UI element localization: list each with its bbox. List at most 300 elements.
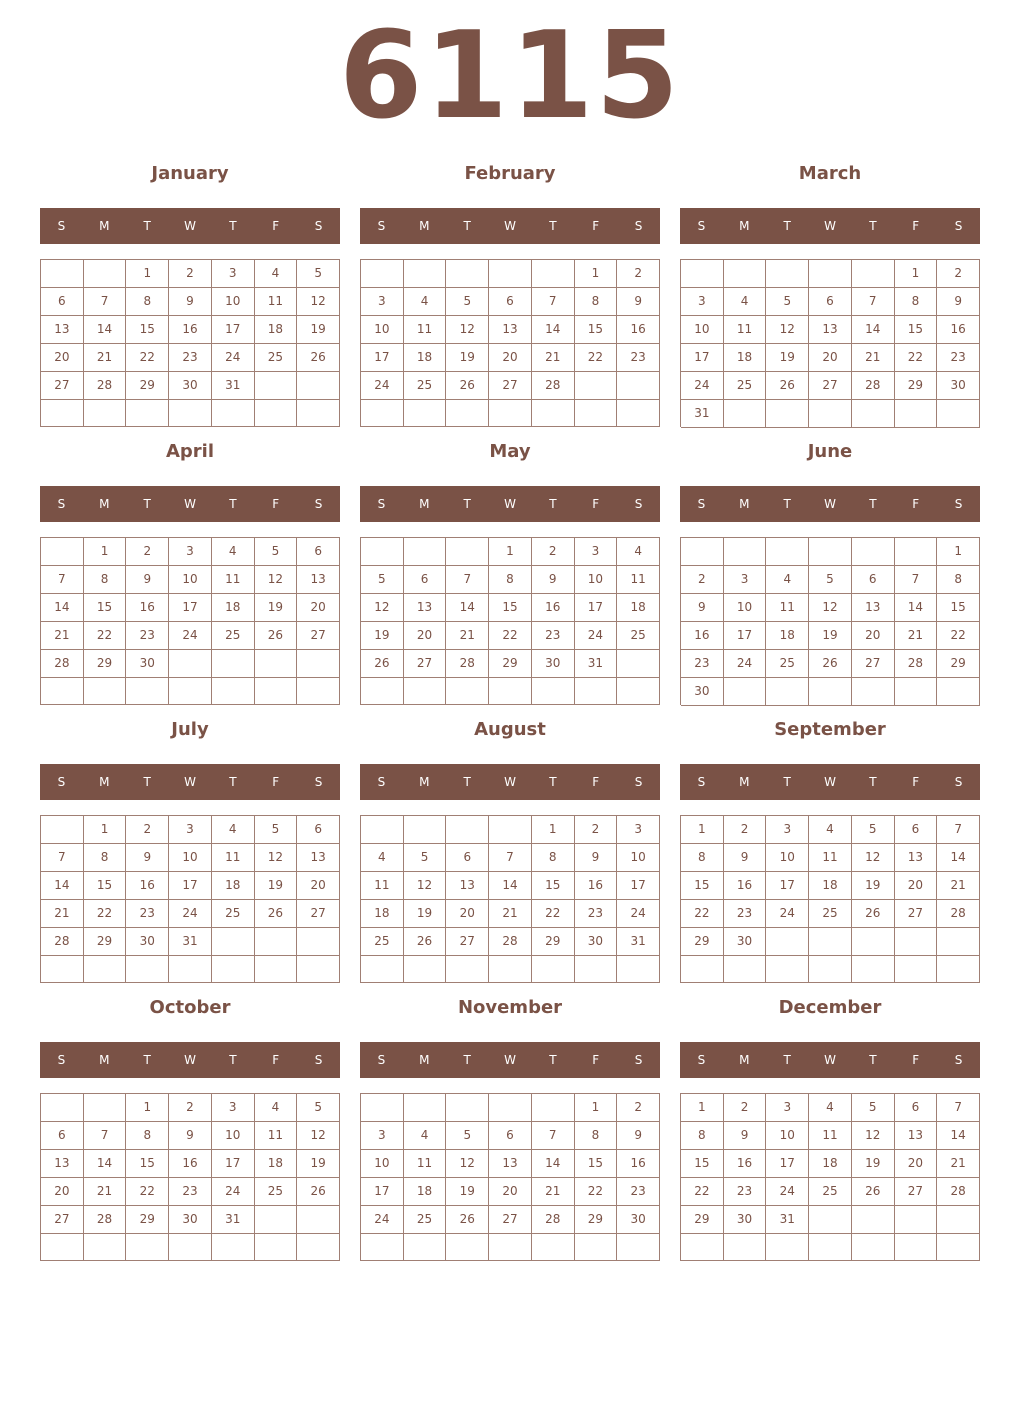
- day-cell: 16: [126, 872, 169, 900]
- empty-cell: [681, 538, 724, 566]
- month-title: May: [489, 441, 531, 462]
- day-cell: 8: [126, 1122, 169, 1150]
- weekday-label: S: [57, 775, 66, 789]
- empty-cell: [852, 400, 895, 428]
- weekday-header: [680, 486, 980, 522]
- month-november: [360, 992, 660, 1262]
- empty-cell: [937, 678, 980, 706]
- weekday-label: S: [697, 497, 706, 511]
- weekday-label: T: [143, 1053, 151, 1067]
- day-cell: 21: [446, 622, 489, 650]
- day-cell: 8: [532, 844, 575, 872]
- day-cell: 24: [766, 1178, 809, 1206]
- day-cell: 31: [766, 1206, 809, 1234]
- day-grid: [40, 815, 340, 983]
- month-july: [40, 714, 340, 984]
- weekday-label: T: [783, 497, 791, 511]
- empty-cell: [446, 260, 489, 288]
- day-cell: 4: [809, 816, 852, 844]
- day-cell: 15: [532, 872, 575, 900]
- month-december: [680, 992, 980, 1262]
- day-cell: 9: [617, 288, 660, 316]
- weekday-label: T: [869, 1053, 877, 1067]
- day-cell: 30: [724, 1206, 767, 1234]
- empty-cell: [895, 928, 938, 956]
- day-cell: 3: [724, 566, 767, 594]
- empty-cell: [617, 678, 660, 705]
- month-october: [40, 992, 340, 1262]
- empty-cell: [297, 650, 340, 678]
- day-cell: 23: [169, 1178, 212, 1206]
- day-cell: 22: [84, 900, 127, 928]
- day-cell: 20: [41, 344, 84, 372]
- day-cell: 7: [895, 566, 938, 594]
- weekday-header: [360, 764, 660, 800]
- empty-cell: [852, 538, 895, 566]
- day-cell: 18: [255, 316, 298, 344]
- empty-cell: [532, 956, 575, 983]
- day-cell: 3: [575, 538, 618, 566]
- month-title: September: [774, 719, 886, 740]
- weekday-label: F: [272, 775, 280, 789]
- day-cell: 30: [681, 678, 724, 706]
- day-cell: 22: [84, 622, 127, 650]
- day-cell: 26: [766, 372, 809, 400]
- weekday-label: W: [504, 1053, 516, 1067]
- day-cell: 17: [766, 872, 809, 900]
- day-cell: 23: [681, 650, 724, 678]
- day-cell: 24: [724, 650, 767, 678]
- day-cell: 10: [766, 1122, 809, 1150]
- empty-cell: [212, 956, 255, 983]
- empty-cell: [84, 1234, 127, 1261]
- weekday-label: T: [783, 1053, 791, 1067]
- day-cell: 27: [489, 1206, 532, 1234]
- day-cell: 24: [169, 900, 212, 928]
- day-cell: 10: [724, 594, 767, 622]
- day-cell: 31: [575, 650, 618, 678]
- day-cell: 3: [681, 288, 724, 316]
- day-cell: 28: [532, 1206, 575, 1234]
- day-cell: 19: [766, 344, 809, 372]
- month-february: [360, 158, 660, 428]
- day-cell: 29: [84, 650, 127, 678]
- day-cell: 14: [84, 316, 127, 344]
- empty-cell: [489, 260, 532, 288]
- day-cell: 10: [766, 844, 809, 872]
- day-cell: 1: [575, 1094, 618, 1122]
- day-cell: 28: [895, 650, 938, 678]
- empty-cell: [84, 956, 127, 983]
- day-cell: 13: [852, 594, 895, 622]
- month-june: [680, 436, 980, 706]
- day-cell: 10: [575, 566, 618, 594]
- day-cell: 3: [212, 1094, 255, 1122]
- day-cell: 17: [169, 872, 212, 900]
- day-cell: 28: [84, 1206, 127, 1234]
- empty-cell: [41, 678, 84, 705]
- day-cell: 1: [126, 1094, 169, 1122]
- month-title: April: [165, 441, 215, 462]
- day-grid: [680, 1093, 980, 1261]
- weekday-label: M: [739, 219, 750, 233]
- day-cell: 20: [446, 900, 489, 928]
- day-grid: [680, 537, 980, 705]
- weekday-label: T: [463, 497, 471, 511]
- day-cell: 21: [937, 1150, 980, 1178]
- day-cell: 28: [41, 928, 84, 956]
- day-cell: 8: [681, 1122, 724, 1150]
- day-cell: 17: [361, 1178, 404, 1206]
- day-cell: 6: [446, 844, 489, 872]
- day-cell: 29: [126, 372, 169, 400]
- weekday-label: S: [314, 1053, 323, 1067]
- empty-cell: [766, 678, 809, 706]
- day-cell: 18: [809, 872, 852, 900]
- weekday-label: M: [419, 775, 430, 789]
- day-cell: 5: [809, 566, 852, 594]
- empty-cell: [489, 816, 532, 844]
- weekday-label: S: [314, 219, 323, 233]
- empty-cell: [809, 956, 852, 983]
- day-cell: 12: [297, 1122, 340, 1150]
- weekday-header: [40, 764, 340, 800]
- day-cell: 11: [255, 288, 298, 316]
- day-cell: 15: [575, 316, 618, 344]
- empty-cell: [41, 400, 84, 427]
- day-cell: 19: [852, 872, 895, 900]
- day-cell: 18: [255, 1150, 298, 1178]
- day-cell: 22: [489, 622, 532, 650]
- empty-cell: [575, 1234, 618, 1261]
- day-grid: [360, 815, 660, 983]
- empty-cell: [404, 678, 447, 705]
- day-cell: 8: [489, 566, 532, 594]
- day-cell: 3: [361, 288, 404, 316]
- day-cell: 23: [169, 344, 212, 372]
- day-cell: 15: [575, 1150, 618, 1178]
- day-cell: 16: [575, 872, 618, 900]
- day-cell: 15: [937, 594, 980, 622]
- day-cell: 8: [937, 566, 980, 594]
- day-cell: 22: [575, 1178, 618, 1206]
- empty-cell: [41, 1094, 84, 1122]
- empty-cell: [766, 928, 809, 956]
- day-cell: 9: [724, 1122, 767, 1150]
- day-cell: 7: [84, 288, 127, 316]
- day-cell: 11: [617, 566, 660, 594]
- empty-cell: [361, 538, 404, 566]
- empty-cell: [169, 400, 212, 427]
- day-cell: 13: [297, 566, 340, 594]
- day-cell: 21: [532, 344, 575, 372]
- day-cell: 24: [361, 1206, 404, 1234]
- weekday-label: S: [57, 219, 66, 233]
- day-cell: 4: [809, 1094, 852, 1122]
- year-title: 6115: [339, 7, 681, 146]
- empty-cell: [361, 678, 404, 705]
- day-cell: 1: [84, 816, 127, 844]
- weekday-label: T: [229, 775, 237, 789]
- month-title: July: [171, 719, 209, 740]
- weekday-label: F: [912, 1053, 920, 1067]
- day-cell: 2: [169, 260, 212, 288]
- day-cell: 27: [297, 622, 340, 650]
- weekday-label: M: [739, 775, 750, 789]
- day-cell: 12: [852, 1122, 895, 1150]
- day-cell: 16: [169, 1150, 212, 1178]
- day-cell: 9: [937, 288, 980, 316]
- weekday-label: T: [229, 1053, 237, 1067]
- day-cell: 11: [212, 844, 255, 872]
- day-cell: 27: [809, 372, 852, 400]
- day-cell: 22: [681, 900, 724, 928]
- day-grid: [360, 537, 660, 705]
- day-cell: 11: [809, 1122, 852, 1150]
- weekday-label: F: [592, 219, 600, 233]
- day-grid: [680, 815, 980, 983]
- day-cell: 6: [489, 288, 532, 316]
- day-cell: 15: [126, 1150, 169, 1178]
- day-cell: 10: [169, 566, 212, 594]
- day-cell: 24: [766, 900, 809, 928]
- day-cell: 17: [361, 344, 404, 372]
- day-cell: 11: [404, 316, 447, 344]
- weekday-label: F: [912, 219, 920, 233]
- day-cell: 8: [575, 288, 618, 316]
- day-cell: 22: [895, 344, 938, 372]
- day-cell: 22: [681, 1178, 724, 1206]
- day-cell: 12: [852, 844, 895, 872]
- day-grid: [40, 537, 340, 705]
- empty-cell: [489, 1094, 532, 1122]
- empty-cell: [212, 678, 255, 705]
- month-title: February: [464, 163, 556, 184]
- month-title: June: [807, 441, 853, 462]
- day-cell: 3: [212, 260, 255, 288]
- empty-cell: [895, 538, 938, 566]
- day-cell: 1: [532, 816, 575, 844]
- weekday-label: M: [419, 219, 430, 233]
- day-cell: 6: [809, 288, 852, 316]
- weekday-label: T: [869, 497, 877, 511]
- empty-cell: [404, 956, 447, 983]
- weekday-label: S: [634, 497, 643, 511]
- day-cell: 25: [617, 622, 660, 650]
- day-cell: 27: [446, 928, 489, 956]
- day-grid: [680, 259, 980, 427]
- empty-cell: [532, 678, 575, 705]
- day-cell: 30: [532, 650, 575, 678]
- weekday-label: F: [912, 775, 920, 789]
- weekday-label: M: [99, 1053, 110, 1067]
- empty-cell: [617, 400, 660, 427]
- empty-cell: [617, 650, 660, 678]
- day-cell: 31: [212, 1206, 255, 1234]
- month-title: August: [474, 719, 546, 740]
- weekday-label: S: [377, 219, 386, 233]
- day-cell: 29: [532, 928, 575, 956]
- day-cell: 17: [575, 594, 618, 622]
- day-cell: 13: [41, 1150, 84, 1178]
- empty-cell: [681, 260, 724, 288]
- empty-cell: [852, 956, 895, 983]
- day-cell: 17: [766, 1150, 809, 1178]
- day-cell: 27: [852, 650, 895, 678]
- empty-cell: [404, 816, 447, 844]
- day-cell: 2: [681, 566, 724, 594]
- empty-cell: [255, 1206, 298, 1234]
- empty-cell: [41, 956, 84, 983]
- empty-cell: [575, 400, 618, 427]
- empty-cell: [255, 928, 298, 956]
- day-cell: 19: [361, 622, 404, 650]
- day-cell: 17: [212, 1150, 255, 1178]
- empty-cell: [126, 956, 169, 983]
- weekday-label: M: [99, 775, 110, 789]
- day-cell: 19: [446, 1178, 489, 1206]
- weekday-label: S: [697, 219, 706, 233]
- weekday-label: M: [739, 497, 750, 511]
- empty-cell: [126, 678, 169, 705]
- day-cell: 31: [617, 928, 660, 956]
- empty-cell: [724, 400, 767, 428]
- day-cell: 1: [489, 538, 532, 566]
- day-cell: 20: [404, 622, 447, 650]
- day-cell: 30: [617, 1206, 660, 1234]
- empty-cell: [766, 538, 809, 566]
- day-cell: 18: [766, 622, 809, 650]
- day-cell: 16: [724, 1150, 767, 1178]
- day-cell: 3: [766, 816, 809, 844]
- day-cell: 5: [255, 538, 298, 566]
- weekday-label: S: [954, 775, 963, 789]
- day-cell: 5: [297, 260, 340, 288]
- day-cell: 28: [852, 372, 895, 400]
- empty-cell: [724, 956, 767, 983]
- weekday-label: W: [504, 219, 516, 233]
- empty-cell: [212, 928, 255, 956]
- empty-cell: [169, 678, 212, 705]
- day-cell: 25: [809, 1178, 852, 1206]
- day-cell: 16: [532, 594, 575, 622]
- day-cell: 14: [895, 594, 938, 622]
- weekday-label: T: [869, 219, 877, 233]
- empty-cell: [617, 1234, 660, 1261]
- day-cell: 7: [532, 1122, 575, 1150]
- day-cell: 14: [852, 316, 895, 344]
- day-cell: 26: [446, 1206, 489, 1234]
- day-cell: 31: [681, 400, 724, 428]
- day-cell: 20: [489, 1178, 532, 1206]
- day-cell: 16: [126, 594, 169, 622]
- day-cell: 25: [212, 900, 255, 928]
- empty-cell: [895, 956, 938, 983]
- empty-cell: [766, 400, 809, 428]
- day-cell: 7: [489, 844, 532, 872]
- month-title: December: [778, 997, 882, 1018]
- day-cell: 21: [489, 900, 532, 928]
- day-cell: 7: [937, 816, 980, 844]
- day-cell: 21: [41, 622, 84, 650]
- day-cell: 24: [681, 372, 724, 400]
- day-cell: 4: [255, 260, 298, 288]
- weekday-label: S: [314, 497, 323, 511]
- day-cell: 7: [84, 1122, 127, 1150]
- weekday-label: M: [739, 1053, 750, 1067]
- day-cell: 6: [297, 816, 340, 844]
- day-cell: 19: [255, 872, 298, 900]
- day-cell: 18: [212, 594, 255, 622]
- day-cell: 9: [575, 844, 618, 872]
- empty-cell: [446, 1094, 489, 1122]
- day-cell: 11: [766, 594, 809, 622]
- day-cell: 15: [681, 1150, 724, 1178]
- weekday-label: S: [314, 775, 323, 789]
- day-cell: 23: [126, 622, 169, 650]
- day-cell: 14: [532, 1150, 575, 1178]
- day-cell: 28: [937, 1178, 980, 1206]
- day-cell: 19: [297, 1150, 340, 1178]
- weekday-label: F: [592, 775, 600, 789]
- weekday-header: [360, 486, 660, 522]
- day-cell: 22: [937, 622, 980, 650]
- day-cell: 2: [169, 1094, 212, 1122]
- day-cell: 14: [446, 594, 489, 622]
- weekday-label: T: [463, 1053, 471, 1067]
- empty-cell: [852, 928, 895, 956]
- day-cell: 9: [126, 844, 169, 872]
- day-cell: 4: [212, 538, 255, 566]
- day-cell: 11: [809, 844, 852, 872]
- empty-cell: [84, 400, 127, 427]
- day-cell: 29: [126, 1206, 169, 1234]
- weekday-label: T: [143, 219, 151, 233]
- day-cell: 5: [852, 816, 895, 844]
- empty-cell: [532, 1094, 575, 1122]
- day-cell: 23: [724, 900, 767, 928]
- day-cell: 16: [724, 872, 767, 900]
- day-cell: 18: [361, 900, 404, 928]
- day-cell: 15: [895, 316, 938, 344]
- day-cell: 6: [297, 538, 340, 566]
- weekday-label: S: [634, 775, 643, 789]
- empty-cell: [446, 678, 489, 705]
- day-cell: 28: [937, 900, 980, 928]
- day-cell: 7: [446, 566, 489, 594]
- day-cell: 9: [169, 288, 212, 316]
- weekday-label: S: [377, 775, 386, 789]
- day-cell: 21: [41, 900, 84, 928]
- day-cell: 5: [446, 1122, 489, 1150]
- day-cell: 29: [681, 928, 724, 956]
- day-cell: 24: [212, 344, 255, 372]
- day-cell: 19: [852, 1150, 895, 1178]
- empty-cell: [489, 1234, 532, 1261]
- day-cell: 6: [404, 566, 447, 594]
- day-cell: 30: [575, 928, 618, 956]
- empty-cell: [681, 956, 724, 983]
- day-cell: 3: [169, 538, 212, 566]
- empty-cell: [895, 400, 938, 428]
- weekday-label: F: [272, 497, 280, 511]
- weekday-label: M: [99, 219, 110, 233]
- empty-cell: [809, 678, 852, 706]
- weekday-label: M: [419, 1053, 430, 1067]
- weekday-label: S: [57, 497, 66, 511]
- empty-cell: [446, 538, 489, 566]
- day-cell: 13: [489, 316, 532, 344]
